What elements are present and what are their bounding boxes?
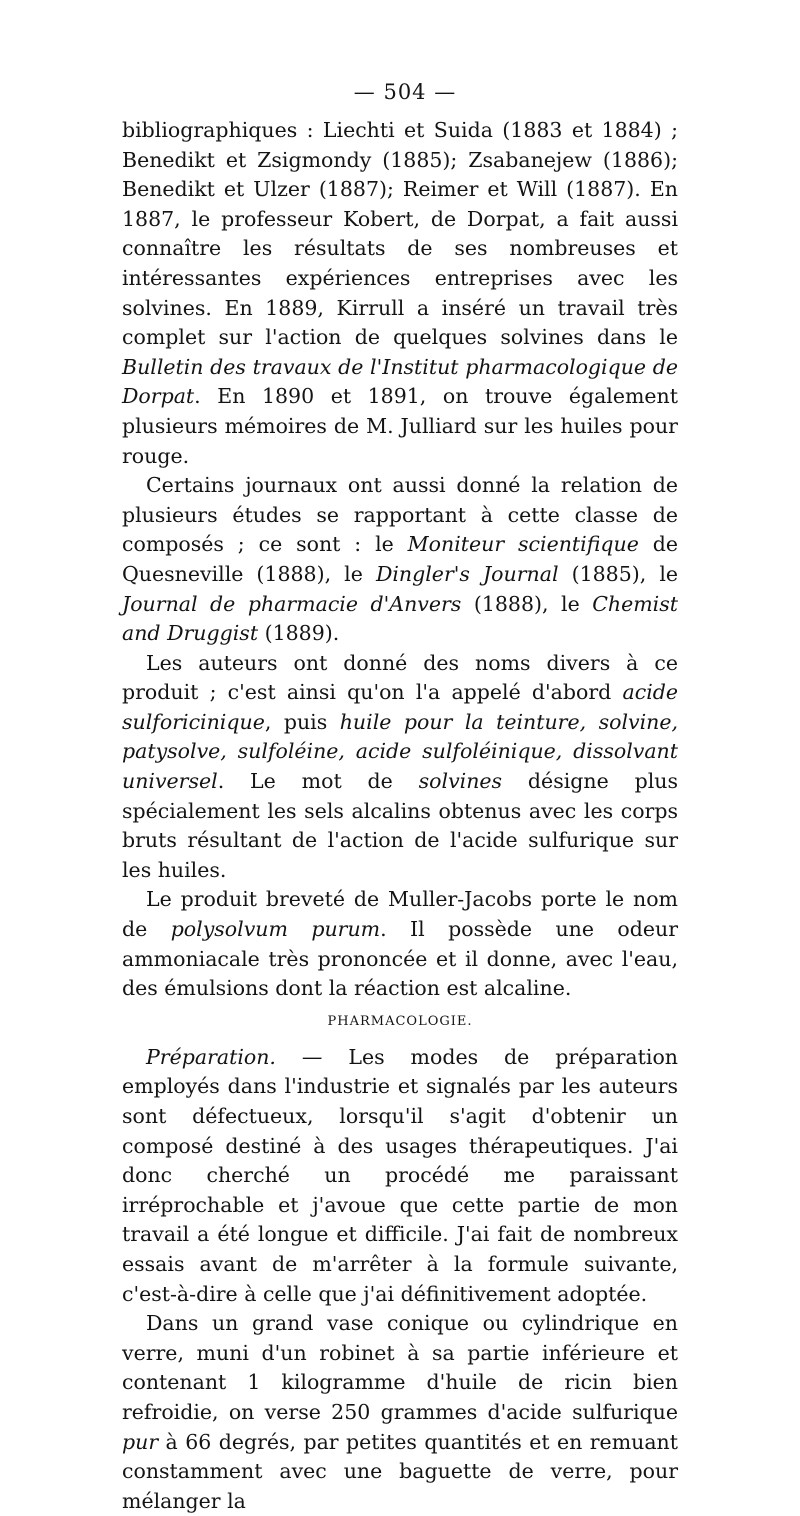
italic-term: acide sulforicinique — [122, 680, 678, 734]
text-run: (1889). — [258, 621, 340, 646]
paragraph-journals — [122, 471, 678, 649]
text-run: (1888), le — [461, 591, 593, 616]
text-run: . Le mot de — [217, 769, 419, 794]
italic-title: Moniteur scientifique — [407, 532, 639, 557]
italic-term: polysolvum purum — [170, 917, 381, 942]
section-heading: PHARMACOLOGIE. — [327, 1013, 473, 1029]
italic-title: Bulletin des travaux de l'Institut pharmacologique de Dorpat — [122, 354, 678, 409]
text-run: — Les modes de préparation employés dans l'industrie et signalés par les auteurs sont défectueux, lorsqu'il s'agit d'obtenir un composé destiné à des usages thérapeutiques. J'ai donc cherché un procédé me paraissant irréprochable et j'avoue que cette partie de mon travail a été longue et difficile. J'ai fait de nombreux essais avant de m'arrêter à la formule suivante, c'est-à-dire à celle que j'ai définitivement adoptée. — [122, 1044, 678, 1306]
text-run: Les auteurs ont donné des noms divers à ce produit ; c'est ainsi qu'on l'a appelé d'abord — [122, 650, 678, 705]
italic-title: Journal de pharmacie d'Anvers — [122, 591, 462, 616]
text-run: . Il possède une odeur ammoniacale très prononcée et il donne, avec l'eau, des émulsions dont la réaction est alcaline. — [122, 917, 679, 1001]
text-run: de Quesneville (1888), le — [122, 532, 678, 586]
italic-run-in-heading: Préparation. — [146, 1044, 276, 1069]
text-run: Dans un grand vase conique ou cylindrique en verre, muni d'un robinet à sa partie inférieure et contenant 1 kilogramme d'huile de ricin bien refroidie, on verse 250 grammes d'acide sulfurique — [122, 1311, 678, 1424]
italic-term: huile pour la teinture, solvine, patysolve, sulfoléine, acide sulfoléinique, dissolvant universel — [122, 709, 679, 794]
paragraph-polysolvum — [122, 885, 678, 1003]
text-run: (1885), le — [558, 561, 679, 586]
text-run: Certains journaux ont aussi donné la relation de plusieurs études se rapportant à cette classe de composés ; ce sont : le — [122, 473, 678, 557]
text-run: Le produit breveté de Muller-Jacobs porte le nom de — [122, 887, 678, 942]
text-run: bibliographiques : Liechti et Suida (1883 et 1884) ; Benedikt et Zsigmondy (1885); Zsabanejew (1886); Benedikt et Ulzer (1887); Reimer et Will (1887). En 1887, le professeur Kobert, de Dorpat, a fait aussi connaître les résultats de ses nombreuses et intéressantes expériences entreprises avec les solvines. En 1889, Kirrull a inséré un travail très complet sur l'action de quelques solvines dans le — [122, 118, 678, 350]
paragraph-preparation — [122, 1043, 678, 1309]
paragraph-procedure — [122, 1309, 678, 1516]
text-run: , puis — [264, 709, 340, 734]
italic-term: solvines — [418, 769, 503, 794]
italic-title: Dingler's Journal — [375, 561, 559, 586]
paragraph-bibliography — [122, 116, 678, 471]
text-run: à 66 degrés, par petites quantités et en remuant constamment avec une baguette de verre, pour mélanger la — [122, 1429, 678, 1513]
italic-term: pur — [122, 1429, 159, 1454]
text-run: désigne plus spécialement les sels alcalins obtenus avec les corps bruts résultant de l'action de l'acide sulfurique sur les huiles. — [122, 769, 678, 882]
italic-title: Chemist and Druggist — [122, 591, 678, 646]
page-number: — 504 — — [353, 80, 457, 104]
text-run: . En 1890 et 1891, on trouve également plusieurs mémoires de M. Julliard sur les huiles pour rouge. — [122, 384, 678, 468]
paragraph-names — [122, 649, 678, 886]
